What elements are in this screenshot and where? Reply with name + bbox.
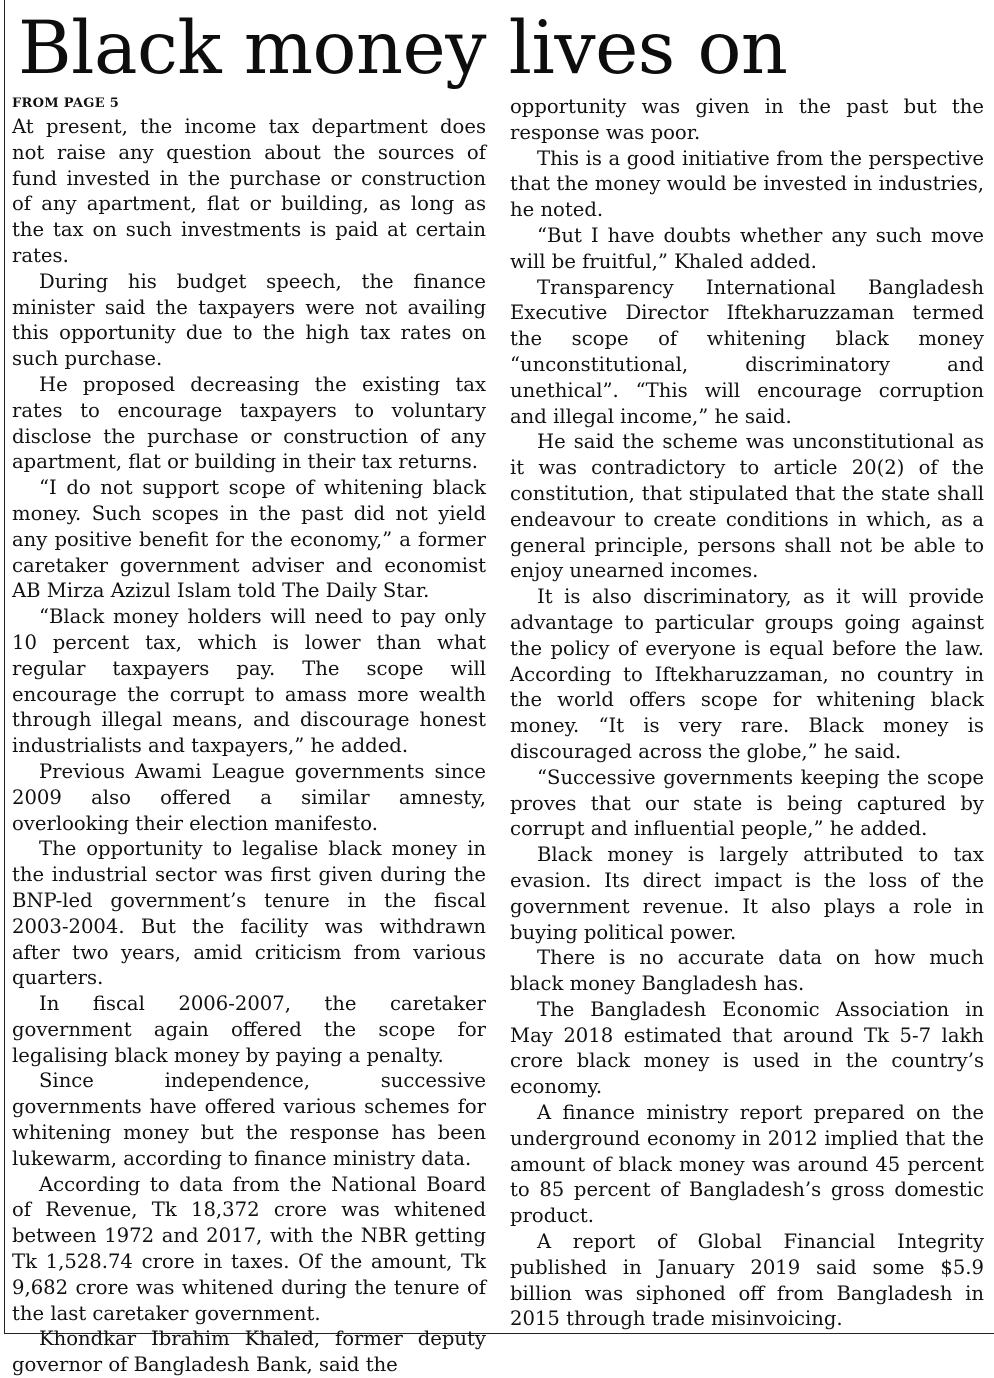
paragraph: “I do not support scope of whitening black money. Such scopes in the past did not yield any positive benefit for the economy,” a former caretaker government adviser and economist AB Mirza Azizul Islam told The Daily Star. — [12, 476, 486, 603]
paragraph: He proposed decreasing the existing tax rates to encourage taxpayers to voluntary disclose the purchase or construction of any apartment, flat or building in their tax returns. — [12, 372, 486, 474]
paragraph: According to data from the National Board of Revenue, Tk 18,372 crore was whitened between 1972 and 2017, with the NBR getting Tk 1,528.74 crore in taxes. Of the amount, Tk 9,682 crore was whitened during the tenure of the last caretaker government. — [12, 1172, 486, 1325]
paragraph: Black money is largely attributed to tax evasion. Its direct impact is the loss of the government revenue. It also plays a role in buying political power. — [510, 843, 984, 944]
paragraph: Previous Awami League governments since 2009 also offered a similar amnesty, overlooking their election manifesto. — [12, 759, 486, 835]
paragraph: During his budget speech, the finance minister said the taxpayers were not availing this opportunity due to the high tax rates on such purchase. — [12, 269, 486, 371]
paragraph: “But I have doubts whether any such move will be fruitful,” Khaled added. — [510, 223, 984, 273]
article-column-right — [510, 94, 984, 1332]
paragraph: Transparency International Bangladesh Executive Director Iftekharuzzaman termed the scope of whitening black money “unconstitutional, discriminatory and unethical”. “This will encourage corruption and illegal income,” he said. — [510, 275, 984, 428]
headline: Black money lives on — [18, 6, 788, 91]
paragraph: There is no accurate data on how much black money Bangladesh has. — [510, 946, 984, 996]
paragraph: Since independence, successive governments have offered various schemes for whitening money but the response has been lukewarm, according to finance ministry data. — [12, 1069, 486, 1170]
paragraph: Khondkar Ibrahim Khaled, former deputy governor of Bangladesh Bank, said the — [12, 1327, 486, 1377]
paragraph: He said the scheme was unconstitutional as it was contradictory to article 20(2) of the constitution, that stipulated that the state shall endeavour to create conditions in which, as a general principle, persons shall not be able to enjoy unearned incomes. — [510, 430, 984, 583]
paragraph: In fiscal 2006-2007, the caretaker government again offered the scope for legalising black money by paying a penalty. — [12, 992, 486, 1067]
paragraph: “Successive governments keeping the scope proves that our state is being captured by corrupt and influential people,” he added. — [510, 765, 984, 841]
article-column-left — [12, 94, 486, 1378]
paragraph: opportunity was given in the past but the response was poor. — [510, 95, 984, 144]
paragraph: A finance ministry report prepared on the underground economy in 2012 implied that the amount of black money was around 45 percent to 85 percent of Bangladesh’s gross domestic product. — [510, 1101, 984, 1228]
paragraph: This is a good initiative from the perspective that the money would be invested in industries, he noted. — [510, 146, 984, 222]
paragraph: The opportunity to legalise black money in the industrial sector was first given during the BNP-led government’s tenure in the fiscal 2003-2004. But the facility was withdrawn after two years, amid criticism from various quarters. — [12, 837, 486, 990]
paragraph: The Bangladesh Economic Association in May 2018 estimated that around Tk 5-7 lakh crore black money is used in the country’s economy. — [510, 997, 984, 1099]
paragraph: At present, the income tax department does not raise any question about the sources of fund invested in the purchase or construction of any apartment, flat or building, as long as the tax on such investments is paid at certain rates. — [12, 115, 486, 267]
paragraph: It is also discriminatory, as it will provide advantage to particular groups going against the policy of everyone is equal before the law. According to Iftekharuzzaman, no country in the world offers scope for whitening black money. “It is very rare. Black money is discouraged across the globe,” he said. — [510, 585, 984, 763]
paragraph: “Black money holders will need to pay only 10 percent tax, which is lower than what regular taxpayers pay. The scope will encourage the corrupt to amass more wealth through illegal means, and discourage honest industrialists and taxpayers,” he added. — [12, 605, 486, 758]
paragraph: A report of Global Financial Integrity published in January 2019 said some $5.9 billion was siphoned off from Bangladesh in 2015 through trade misinvoicing. — [510, 1230, 984, 1331]
continuation-kicker: FROM PAGE 5 — [12, 96, 120, 111]
left-border-rule — [4, 0, 5, 1334]
